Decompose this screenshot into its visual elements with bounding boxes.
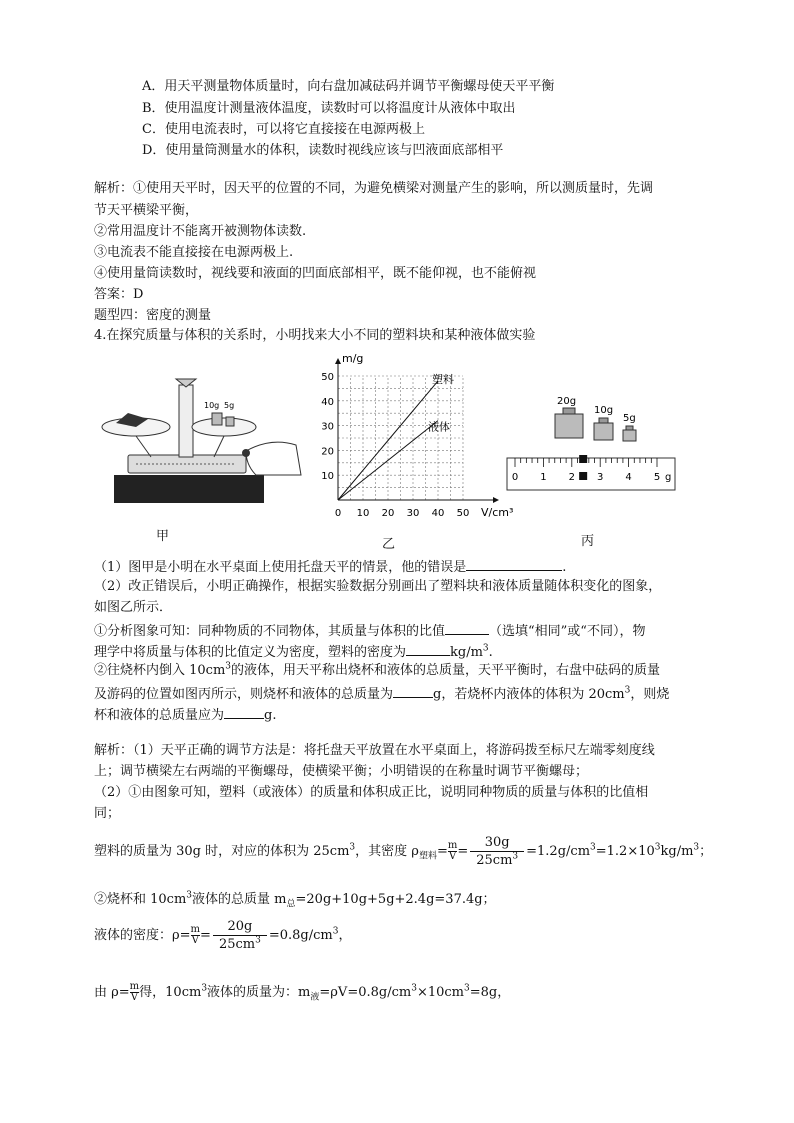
x-tick-label: 40 <box>431 508 445 519</box>
rider-bottom <box>579 472 587 480</box>
weight-5g-b <box>623 426 636 441</box>
ruler-tick-label: 2 <box>568 472 575 483</box>
y-tick-label: 50 <box>321 372 334 383</box>
blank-new-mass[interactable] <box>224 704 264 719</box>
analysis-line-1: 解析：①使用天平时，因天平的位置的不同，为避免横梁对测量产生的影响，所以测质量时，先调 <box>94 181 654 196</box>
part-2-line-1: ②往烧杯内倒入 $10cm^3$的液体，用天平称出烧杯和液体的总质量，天平平衡时，右盘中砝码的质量 <box>94 661 661 678</box>
chart-axes <box>335 358 499 503</box>
analysis-line-4: ③电流表不能直接接在电源两极上. <box>94 245 294 260</box>
analysis-line-5: ④使用量筒读数时，视线要和液面的凹面底部相平，既不能仰视，也不能俯视 <box>94 266 537 281</box>
hand <box>246 442 301 475</box>
weight-10g-b <box>594 418 613 440</box>
question-1: （1）图甲是小明在水平桌面上使用托盘天平的情景，他的错误是 . <box>94 556 566 577</box>
ruler-unit: g <box>665 472 672 483</box>
blank-ratio[interactable] <box>445 620 489 635</box>
balance-pillar <box>179 385 193 457</box>
option-a: A．用天平测量物体质量时，向右盘加减砝码并调节平衡螺母使天平平衡 <box>142 79 555 94</box>
ruler-tick-label: 1 <box>540 472 547 483</box>
solution-1-line-1: 解析：（1）天平正确的调节方法是：将托盘天平放置在水平桌面上，将游码拨至标尺左端零刻度线 <box>94 743 655 758</box>
series-label-1: 液体 <box>428 420 450 434</box>
series-label-0: 塑料 <box>432 372 454 386</box>
x-tick-label: 0 <box>334 508 342 519</box>
balance-base <box>114 475 264 503</box>
solution-4: ②烧杯和 $10cm^3$液体的总质量 $m_总=20g+10g+5g+2.4g=37.4g$； <box>94 890 496 910</box>
jia-weight-label-5g: 5g <box>224 401 235 410</box>
analysis-line-2: 节天平横梁平衡， <box>94 203 199 218</box>
solution-1-line-2: 上；调节横梁左右两端的平衡螺母，使横梁平衡；小明错误的在称量时调节平衡螺母； <box>94 764 589 779</box>
option-c: C．使用电流表时，可以将它直接接在电源两极上 <box>142 122 425 137</box>
x-tick-label: 50 <box>456 508 470 519</box>
question-4-stem: 4.在探究质量与体积的关系时，小明找来大小不同的塑料块和某种液体做实验 <box>94 328 536 343</box>
chart-y-label: m/g <box>342 352 364 365</box>
x-tick-label: 20 <box>381 508 395 519</box>
answer-line: 答案：D <box>94 287 144 302</box>
part-2-line-2: 及游码的位置如图丙所示，则烧杯和液体的总质量为 g，若烧杯内液体的体积为 $20cm^3$，则烧 <box>94 683 669 704</box>
type-heading: 题型四：密度的测量 <box>94 308 212 323</box>
weight-10g <box>212 413 222 425</box>
chart-x-label: V/cm³ <box>481 506 514 519</box>
part-1-line-2: 理学中将质量与体积的比值定义为密度，塑料的密度为 $kg/m^3$. <box>94 641 493 662</box>
caption-bing: 丙 <box>581 534 595 549</box>
ruler-tick-label: 4 <box>625 472 632 483</box>
figure-bing-weights-ruler <box>505 390 680 500</box>
caption-yi: 乙 <box>382 537 396 552</box>
option-d: D．使用量筒测量水的体积，读数时视线应该与凹液面底部相平 <box>142 143 504 158</box>
chart-grid <box>338 376 463 500</box>
series-line-1 <box>338 421 438 500</box>
weight-5g <box>226 417 234 426</box>
question-2-line-1: （2）改正错误后，小明正确操作，根据实验数据分别画出了塑料块和液体质量随体积变化的图象， <box>94 579 662 594</box>
solution-2-line-2: 同； <box>94 806 121 821</box>
ruler-tick-label: 0 <box>511 472 519 483</box>
part-1-line-1: ①分析图象可知：同种物质的不同物体，其质量与体积的比值 （选填“相同”或“不同），物 <box>94 620 645 641</box>
jia-weight-label-10g: 10g <box>204 401 220 410</box>
part-2-line-3: 杯和液体的总质量应为 g. <box>94 704 276 725</box>
blank-total-mass[interactable] <box>393 683 433 698</box>
x-axis-arrow <box>493 497 499 503</box>
solution-2-line-1: （2）①由图象可知，塑料（或液体）的质量和体积成正比，说明同种物质的质量与体积的比值相 <box>94 785 649 800</box>
y-tick-label: 20 <box>321 446 334 458</box>
y-axis-arrow <box>335 358 341 364</box>
blank-density[interactable] <box>406 641 450 656</box>
ruler-tick-label: 5 <box>653 472 661 483</box>
solution-6: 由 ρ= $\frac{m}{V}$ 得，$10cm^3$液体的质量为：$m_液=\rho V=0.8g/cm^3\times 10cm^3=8g$， <box>94 981 511 1003</box>
y-tick-label: 30 <box>321 421 334 433</box>
chart-series <box>338 372 454 500</box>
x-tick-label: 10 <box>356 508 370 519</box>
x-tick-label: 30 <box>406 508 420 519</box>
bing-label-20g: 20g <box>557 396 577 407</box>
bing-label-5g: 5g <box>623 413 636 424</box>
balance-nut <box>242 449 250 457</box>
ruler-tick-label: 3 <box>597 472 604 483</box>
y-tick-label: 40 <box>321 396 334 408</box>
analysis-line-3: ②常用温度计不能离开被测物体读数. <box>94 224 307 239</box>
bing-label-10g: 10g <box>594 405 614 416</box>
figure-yi-chart <box>318 352 518 522</box>
rider-ruler <box>507 455 675 490</box>
caption-jia: 甲 <box>156 529 170 544</box>
chart-ticks <box>321 372 469 519</box>
solution-5: 液体的密度：ρ= $\frac{m}{V}$ = $\frac{20g}{25cm^3}$ $=0.8g/cm^3$， <box>94 919 352 952</box>
solution-3: 塑料的质量为 30g 时，对应的体积为 $25cm^3$，其密度 $\rho_{塑料}=$ $\frac{m}{V}$ = $\frac{30g}{25cm^3}$ $=1.2g/cm^3=1.2\times 10^3kg/m^3$； <box>94 835 713 868</box>
question-2-line-2: 如图乙所示． <box>94 600 173 615</box>
figure-jia-balance <box>96 375 306 510</box>
y-tick-label: 10 <box>321 471 334 483</box>
weight-20g <box>555 408 583 438</box>
rider-top <box>579 455 587 463</box>
blank-q1[interactable] <box>466 556 562 571</box>
option-b: B．使用温度计测量液体温度，读数时可以将温度计从液体中取出 <box>142 101 516 116</box>
right-pan <box>192 418 256 436</box>
